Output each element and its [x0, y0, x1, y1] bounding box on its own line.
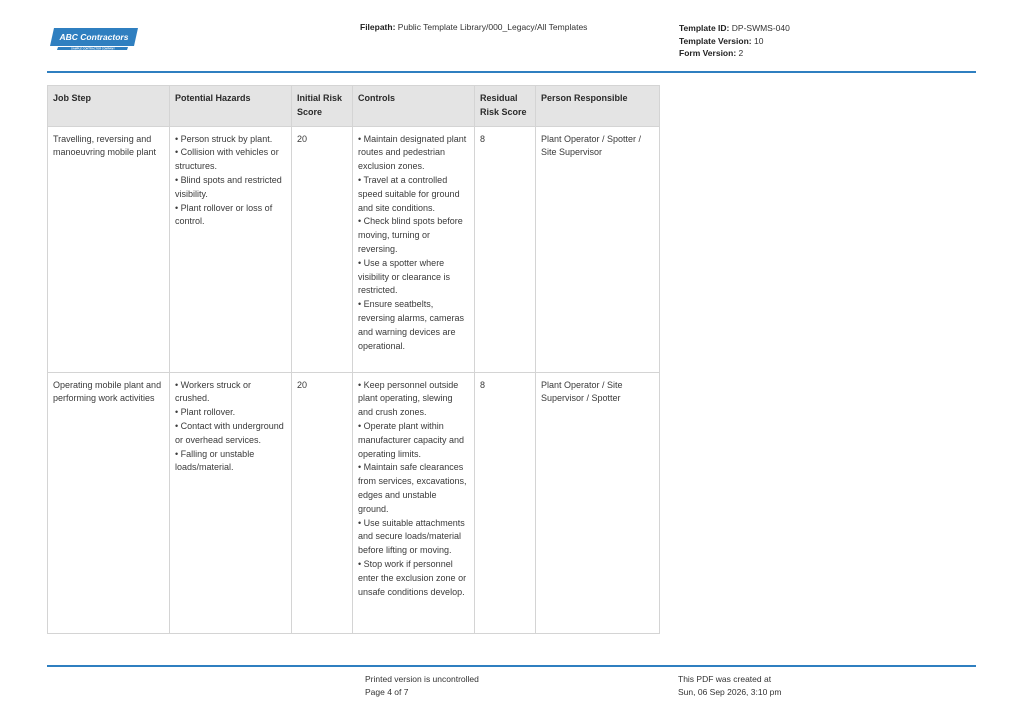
control-item: • Maintain designated plant routes and pedestrian exclusion zones. [358, 133, 467, 172]
swms-table [47, 85, 660, 634]
hazard-item: • Plant rollover or loss of control. [175, 202, 273, 227]
job-step-cell: Travelling, reversing and manoeuvring mobile plant [48, 126, 170, 372]
col-header-controls: Controls [353, 86, 475, 127]
controls-cell [353, 372, 475, 633]
controls-cell [353, 126, 475, 372]
form-version-label: Form Version: [679, 48, 737, 58]
control-item: • Travel at a controlled speed suitable for ground and site conditions. [358, 174, 460, 213]
template-meta [679, 22, 790, 60]
hazard-item: • Blind spots and restricted visibility. [175, 174, 282, 199]
col-header-job-step: Job Step [48, 86, 170, 127]
template-id-value: DP-SWMS-040 [731, 23, 790, 33]
col-header-potential-hazards: Potential Hazards [170, 86, 292, 127]
footer-page-info [365, 673, 479, 698]
residual-risk-cell: 8 [475, 126, 536, 372]
hazard-item: • Contact with underground or overhead services. [175, 420, 284, 445]
footer-created-info [678, 673, 782, 698]
uncontrolled-notice: Printed version is uncontrolled [365, 674, 479, 684]
hazards-cell [170, 126, 292, 372]
control-item: • Keep personnel outside plant operating, slewing and crush zones. [358, 379, 459, 418]
created-timestamp: Sun, 06 Sep 2026, 3:10 pm [678, 686, 782, 697]
form-version-value: 2 [738, 48, 744, 58]
initial-risk-cell: 20 [292, 372, 353, 633]
filepath [360, 22, 587, 32]
table-header-row [48, 86, 660, 127]
hazard-item: • Person struck by plant. [175, 133, 273, 144]
table-row [48, 372, 660, 633]
form-version-line [679, 47, 790, 60]
hazard-item: • Workers struck or crushed. [175, 379, 251, 404]
template-id-line [679, 22, 790, 35]
job-step-cell: Operating mobile plant and performing work activities [48, 372, 170, 633]
filepath-value: Public Template Library/000_Legacy/All Templates [397, 22, 588, 32]
filepath-label: Filepath: [360, 22, 396, 32]
footer-divider [47, 665, 976, 667]
template-version-line [679, 35, 790, 48]
logo-text: ABC Contractors [59, 32, 129, 42]
hazard-item: • Falling or unstable loads/material. [175, 448, 255, 473]
person-responsible-cell: Plant Operator / Spotter / Site Supervisor [536, 126, 660, 372]
page-number: Page 4 of 7 [365, 686, 409, 697]
control-item: • Use a spotter where visibility or clearance is restricted. [358, 257, 451, 296]
col-header-initial-risk-score: Initial Risk Score [292, 86, 353, 127]
control-item: • Stop work if personnel enter the exclusion zone or unsafe conditions develop. [358, 558, 467, 597]
logo-subtext: SAMPLE CONTRACTOR COMPANY [71, 47, 115, 51]
control-item: • Maintain safe clearances from services, excavations, edges and unstable ground. [358, 462, 467, 514]
template-version-value: 10 [753, 35, 764, 46]
company-logo [48, 26, 140, 52]
initial-risk-cell: 20 [292, 126, 353, 372]
control-item: • Ensure seatbelts, reversing alarms, cameras and warning devices are operational. [358, 299, 465, 351]
hazards-cell [170, 372, 292, 633]
person-responsible-cell: Plant Operator / Site Supervisor / Spotter [536, 372, 660, 633]
hazard-item: • Collision with vehicles or structures. [175, 147, 279, 172]
created-label: This PDF was created at [678, 674, 772, 684]
col-header-residual-risk-score: Residual Risk Score [475, 86, 536, 127]
header-divider [47, 71, 976, 73]
table-row [48, 126, 660, 372]
template-version-label: Template Version: [679, 35, 752, 46]
control-item: • Operate plant within manufacturer capacity and operating limits. [358, 420, 465, 459]
control-item: • Use suitable attachments and secure loads/material before lifting or moving. [358, 517, 465, 556]
control-item: • Check blind spots before moving, turning or reversing. [358, 216, 463, 254]
hazard-item: • Plant rollover. [175, 407, 236, 418]
col-header-person-responsible: Person Responsible [536, 86, 660, 127]
template-id-label: Template ID: [679, 23, 730, 33]
residual-risk-cell: 8 [475, 372, 536, 633]
